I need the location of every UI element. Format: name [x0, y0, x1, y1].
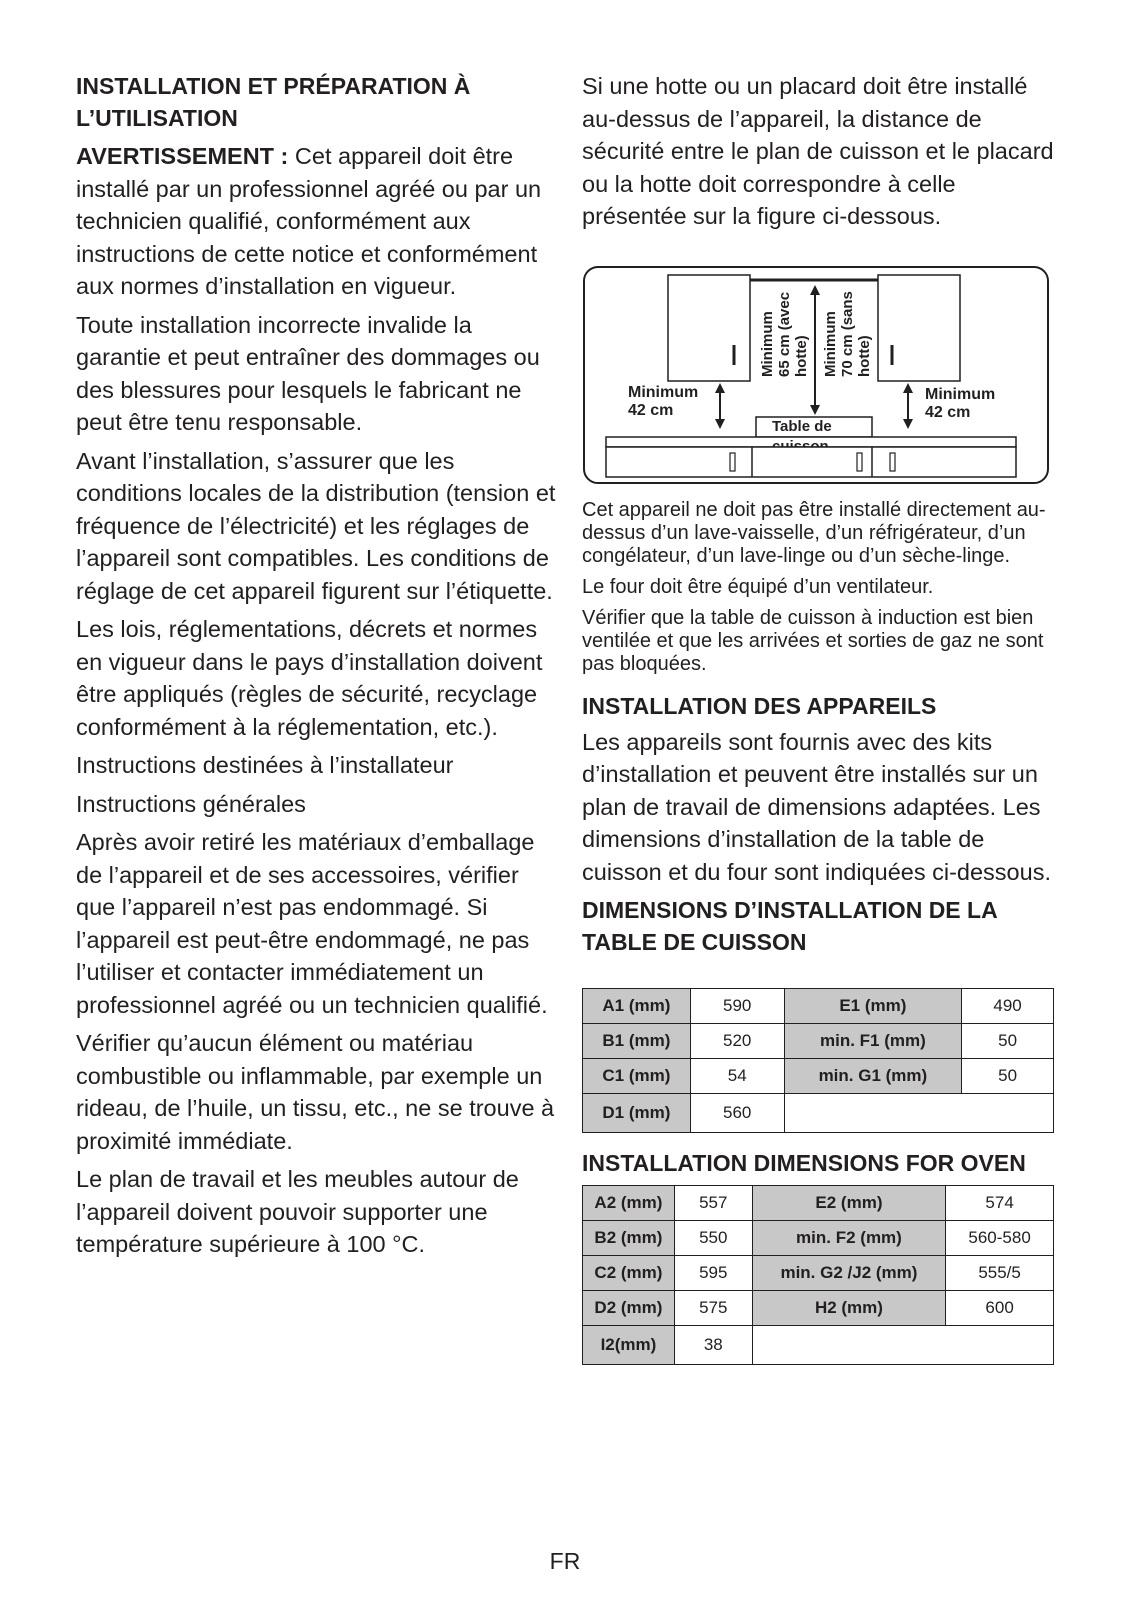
table-cell: 557	[674, 1186, 752, 1221]
table-row	[583, 1221, 1054, 1256]
left-column	[76, 70, 556, 1261]
paragraph: Vérifier qu’aucun élément ou matériau combustible ou inflammable, par exemple un rideau, de l’huile, un tissu, etc., ne se trouve à proximité immédiate.	[76, 1030, 555, 1154]
warning-text: Cet appareil doit être installé par un professionnel agréé ou par un technicien qualifié, conformément aux instructions de cette notice et conformément aux normes d’installation en vigueur.	[76, 143, 542, 299]
table-cell: C2 (mm)	[583, 1256, 675, 1291]
table-cell: I2(mm)	[583, 1326, 675, 1365]
paragraph: Instructions destinées à l’installateur	[76, 752, 454, 778]
table-cell: 555/5	[946, 1256, 1054, 1291]
paragraph: Toute installation incorrecte invalide la garantie et peut entraîner des dommages ou des blessures pour lesquels le fabricant ne peut être tenu responsable.	[76, 311, 540, 435]
table-cell: 38	[674, 1326, 752, 1365]
paragraph: Instructions générales	[76, 790, 306, 817]
table-cell-empty	[752, 1326, 1053, 1365]
placement-note: Cet appareil ne doit pas être installé directement au-dessus d’un lave-vaisselle, d’un réfrigérateur, d’un congélateur, d’un lave-linge ou d’un sèche-linge.	[582, 498, 1046, 567]
table-cell: C1 (mm)	[583, 1059, 691, 1094]
right-min-arrow-up	[903, 383, 913, 393]
table-cell: E1 (mm)	[784, 989, 962, 1024]
table-cell: 560-580	[946, 1221, 1054, 1256]
appliances-text: Les appareils sont fournis avec des kits d’installation et peuvent être installés sur un plan de travail de dimensions adaptées. Les dimensions d’installation de la table de cuisson et du four sont indiquées ci-dessous.	[582, 728, 1051, 885]
hood-arrow-head-up	[810, 285, 820, 295]
hood-with-label-1: Minimum	[759, 310, 776, 377]
oven-dimensions-table	[582, 1185, 1054, 1365]
hood-without-label-2: 70 cm (sans	[839, 290, 856, 377]
table-cell: 574	[946, 1186, 1054, 1221]
appliances-heading: INSTALLATION DES APPAREILS	[582, 692, 937, 719]
fan-note: Le four doit être équipé d’un ventilateur.	[582, 575, 934, 598]
left-min-label-1: Minimum	[628, 383, 699, 401]
table-cell: 575	[674, 1291, 752, 1326]
table-row	[583, 1326, 1054, 1365]
right-column	[582, 70, 1062, 1365]
clearance-diagram	[582, 265, 1052, 487]
table-cell: H2 (mm)	[752, 1291, 945, 1326]
left-cabinet	[668, 275, 750, 381]
hood-without-label-3: hotte)	[856, 334, 873, 377]
right-cabinet	[878, 275, 960, 381]
table-cell: 560	[690, 1094, 784, 1133]
table-cell: D1 (mm)	[583, 1094, 691, 1133]
hob-dimensions-table	[582, 988, 1054, 1133]
table-cell: min. F1 (mm)	[784, 1024, 962, 1059]
table-cell: A1 (mm)	[583, 989, 691, 1024]
hob-dimensions-heading: DIMENSIONS D’INSTALLATION DE LA TABLE DE CUISSON	[582, 897, 997, 955]
left-min-label-2: 42 cm	[628, 401, 674, 419]
table-row	[583, 989, 1054, 1024]
table-cell: 490	[962, 989, 1054, 1024]
cabinet-handle-3	[890, 453, 895, 471]
table-row	[583, 1256, 1054, 1291]
table-cell: 54	[690, 1059, 784, 1094]
oven-dimensions-heading: INSTALLATION DIMENSIONS FOR OVEN	[582, 1150, 1026, 1176]
table-cell: B1 (mm)	[583, 1024, 691, 1059]
clearance-diagram-svg	[582, 265, 1052, 487]
hob-label-1: Table de	[772, 417, 832, 435]
hood-with-label-3: hotte)	[793, 334, 810, 377]
paragraph: Les lois, réglementations, décrets et normes en vigueur dans le pays d’installation doivent être appliqués (règles de sécurité, recyclage conformément à la réglementation, etc.).	[76, 616, 543, 740]
table-row	[583, 1094, 1054, 1133]
table-cell: min. F2 (mm)	[752, 1221, 945, 1256]
table-cell: A2 (mm)	[583, 1186, 675, 1221]
cabinet-handle-2	[857, 453, 862, 471]
paragraph: Avant l’installation, s’assurer que les conditions locales de la distribution (tension et fréquence de l’électricité) et les réglages de l’appareil sont compatibles. Les conditions de réglage de cet appareil figurent sur l’étiquette.	[76, 447, 556, 604]
table-cell: 520	[690, 1024, 784, 1059]
table-row	[583, 1186, 1054, 1221]
left-min-arrow-up	[715, 383, 725, 393]
right-min-arrow-down	[903, 419, 913, 429]
hood-arrow-head-down	[810, 405, 820, 415]
hood-without-label-1: Minimum	[822, 310, 839, 377]
table-cell: D2 (mm)	[583, 1291, 675, 1326]
table-cell: 550	[674, 1221, 752, 1256]
table-cell: 595	[674, 1256, 752, 1291]
paragraph: Après avoir retiré les matériaux d’emballage de l’appareil et de ses accessoires, vérifier que l’appareil n’est pas endommagé. Si l’appareil est peut-être endommagé, ne pas l’utiliser et contacter immédiatement un professionnel agréé ou un technicien qualifié.	[76, 829, 548, 1018]
table-cell: min. G2 /J2 (mm)	[752, 1256, 945, 1291]
table-cell: 590	[690, 989, 784, 1024]
table-row	[583, 1291, 1054, 1326]
table-cell: 600	[946, 1291, 1054, 1326]
installation-heading: INSTALLATION ET PRÉPARATION À L’UTILISATION	[76, 73, 471, 131]
table-row	[583, 1059, 1054, 1094]
warning-label: AVERTISSEMENT :	[76, 143, 289, 169]
hood-intro: Si une hotte ou un placard doit être installé au-dessus de l’appareil, la distance de sécurité entre le plan de cuisson et le placard ou la hotte doit correspondre à celle présentée sur la figure ci-dessous.	[582, 73, 1054, 229]
table-cell-empty	[784, 1094, 1053, 1133]
page-language-footer: FR	[549, 1548, 581, 1574]
cabinet-handle-1	[730, 453, 735, 471]
table-cell: min. G1 (mm)	[784, 1059, 962, 1094]
warning-paragraph	[76, 140, 556, 303]
right-min-label-1: Minimum	[925, 385, 996, 403]
hood-with-label	[759, 291, 810, 376]
table-cell: B2 (mm)	[583, 1221, 675, 1256]
table-cell: 50	[962, 1059, 1054, 1094]
hood-with-label-2: 65 cm (avec	[776, 291, 793, 377]
right-min-label-2: 42 cm	[925, 403, 971, 421]
table-cell: 50	[962, 1024, 1054, 1059]
table-cell: E2 (mm)	[752, 1186, 945, 1221]
left-min-arrow-down	[715, 419, 725, 429]
paragraph: Le plan de travail et les meubles autour de l’appareil doivent pouvoir supporter une température supérieure à 100 °C.	[76, 1166, 519, 1257]
base-cabinets	[606, 447, 1016, 477]
table-row	[583, 1024, 1054, 1059]
hood-without-label	[822, 291, 873, 377]
ventilation-note: Vérifier que la table de cuisson à induction est bien ventilée et que les arrivées et sorties de gaz ne sont pas bloquées.	[582, 606, 1044, 675]
